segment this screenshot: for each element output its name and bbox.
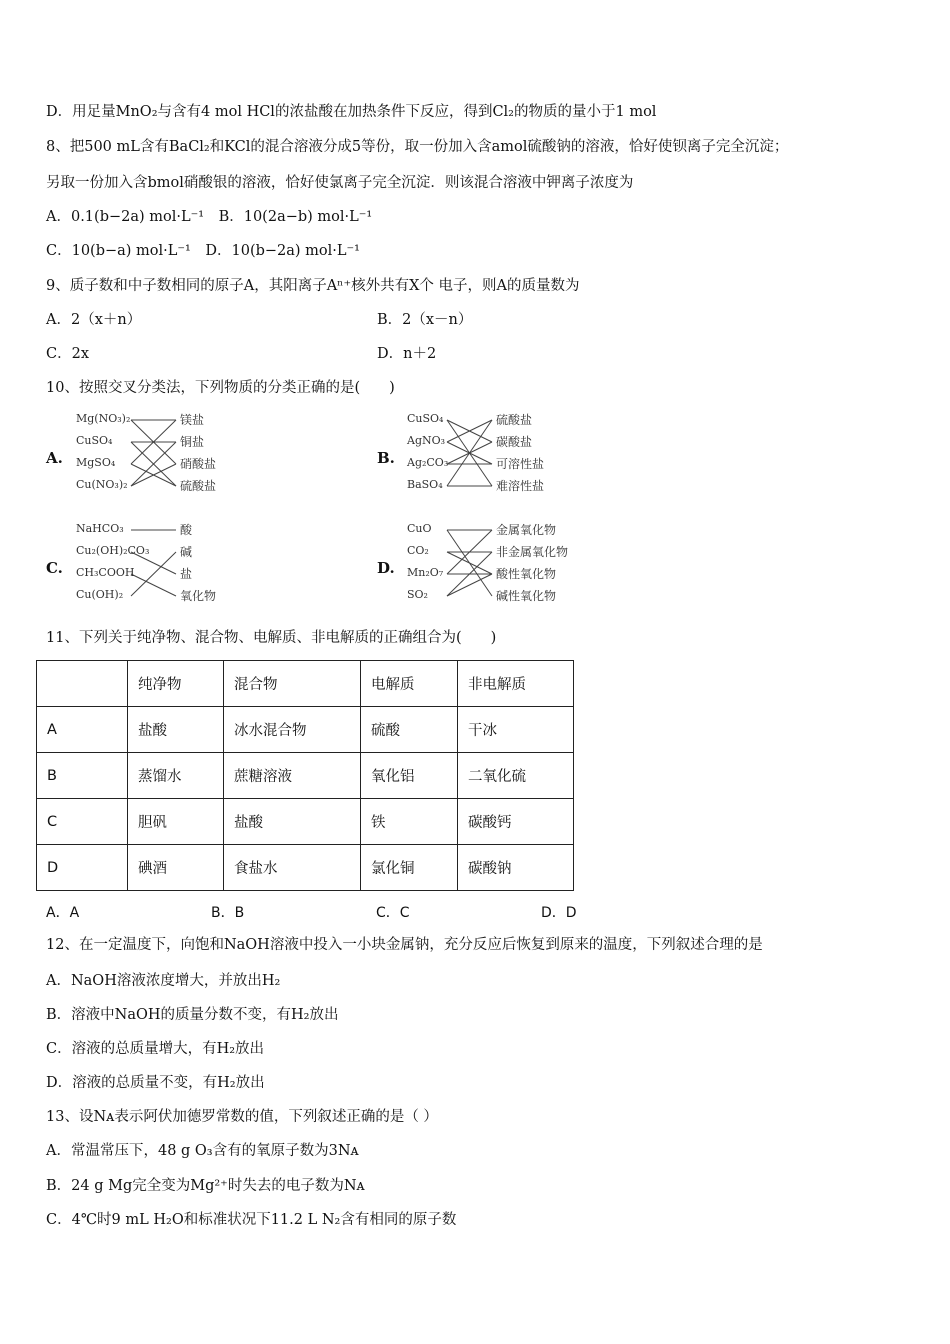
q7-option-d: D．用足量MnO₂与含有4 mol HCl的浓盐酸在加热条件下反应，得到Cl₂的物质的量小于1 mol	[46, 104, 657, 120]
table-cell: 蒸馏水	[128, 753, 224, 799]
q9-option-a: A．2（x＋n）	[46, 312, 142, 328]
diagram-left-item: Mg(NO₃)₂	[76, 412, 131, 425]
table-cell: 盐酸	[128, 707, 224, 753]
q8-options-ab: A．0.1(b−2a) mol·L⁻¹ B．10(2a−b) mol·L⁻¹	[46, 209, 373, 225]
q9-stem: 9、质子数和中子数相同的原子A，其阳离子Aⁿ⁺核外共有X个 电子，则A的质量数为	[46, 278, 580, 294]
diagram-right-item: 硝酸盐	[180, 457, 217, 471]
q10-diagram-b	[377, 408, 677, 503]
diagram-left-item: NaHCO₃	[76, 522, 124, 535]
table-row	[37, 845, 574, 891]
table-cell: 碘酒	[128, 845, 224, 891]
diagram-right-item: 氧化物	[180, 589, 217, 603]
table-cell: 干冰	[458, 707, 574, 753]
q11-stem: 11、下列关于纯净物、混合物、电解质、非电解质的正确组合为( )	[46, 630, 497, 646]
table-cell: 纯净物	[128, 661, 224, 707]
diagram-left-item: CuO	[407, 522, 432, 535]
q12-option-c: C．溶液的总质量增大，有H₂放出	[46, 1041, 265, 1057]
q13-option-b: B．24 g Mg完全变为Mg²⁺时失去的电子数为Nᴀ	[46, 1178, 365, 1194]
table-cell: 二氧化硫	[458, 753, 574, 799]
table-row	[37, 799, 574, 845]
q10-stem: 10、按照交叉分类法，下列物质的分类正确的是( )	[46, 380, 395, 396]
diagram-option-label: B.	[377, 449, 395, 467]
diagram-right-item: 金属氧化物	[496, 523, 557, 537]
table-cell: C	[37, 799, 128, 845]
table-cell: 铁	[361, 799, 458, 845]
diagram-left-item: SO₂	[407, 588, 428, 601]
diagram-right-item: 盐	[180, 567, 193, 581]
diagram-right-item: 硫酸盐	[496, 413, 533, 427]
table-cell: 碳酸钙	[458, 799, 574, 845]
table-header-row	[37, 661, 574, 707]
q9-option-b: B．2（x－n）	[377, 312, 473, 328]
diagram-link	[447, 552, 492, 574]
table-cell: 胆矾	[128, 799, 224, 845]
diagram-option-label: D.	[377, 559, 395, 577]
diagram-right-item: 碱	[180, 545, 193, 559]
q12-option-b: B．溶液中NaOH的质量分数不变，有H₂放出	[46, 1007, 339, 1023]
q8-stem-1: 8、把500 mL含有BaCl₂和KCl的混合溶液分成5等份，取一份加入含amol硫酸钠的溶液，恰好使钡离子完全沉淀；	[46, 139, 789, 155]
q10-diagram-d	[377, 518, 677, 613]
diagram-left-item: Cu(NO₃)₂	[76, 478, 128, 491]
diagram-left-item: CuSO₄	[407, 412, 444, 425]
diagram-link	[131, 574, 176, 596]
diagram-left-item: CuSO₄	[76, 434, 113, 447]
diagram-right-item: 非金属氧化物	[496, 545, 569, 559]
diagram-left-item: Cu₂(OH)₂CO₃	[76, 544, 150, 557]
diagram-left-item: Mn₂O₇	[407, 566, 444, 579]
table-cell: 非电解质	[458, 661, 574, 707]
diagram-right-item: 碳酸盐	[496, 435, 533, 449]
diagram-left-item: AgNO₃	[407, 434, 446, 447]
q11-option-a: A．A	[46, 905, 80, 921]
diagram-link	[131, 552, 176, 596]
diagram-left-item: BaSO₄	[407, 478, 443, 491]
q12-stem: 12、在一定温度下，向饱和NaOH溶液中投入一小块金属钠，充分反应后恢复到原来的温度，下列叙述合理的是	[46, 937, 763, 953]
q13-option-a: A．常温常压下，48 g O₃含有的氧原子数为3Nᴀ	[46, 1143, 359, 1159]
q9-option-d: D．n＋2	[377, 346, 437, 362]
q13-option-c: C．4℃时9 mL H₂O和标准状况下11.2 L N₂含有相同的原子数	[46, 1212, 457, 1228]
table-cell: D	[37, 845, 128, 891]
q10-diagram-c	[46, 518, 346, 613]
diagram-right-item: 硫酸盐	[180, 479, 217, 493]
diagram-link	[447, 574, 492, 596]
q11-option-b: B．B	[211, 905, 245, 921]
diagram-option-label: A.	[46, 449, 63, 467]
diagram-right-item: 铜盐	[180, 435, 205, 449]
table-cell: 蔗糖溶液	[224, 753, 361, 799]
table-cell: 混合物	[224, 661, 361, 707]
q11-table	[36, 660, 574, 891]
table-cell: 盐酸	[224, 799, 361, 845]
diagram-right-item: 酸	[180, 523, 193, 537]
q12-option-a: A．NaOH溶液浓度增大，并放出H₂	[46, 973, 281, 989]
q12-option-d: D．溶液的总质量不变，有H₂放出	[46, 1075, 265, 1091]
diagram-left-item: Ag₂CO₃	[407, 456, 449, 469]
table-cell: B	[37, 753, 128, 799]
diagram-left-item: MgSO₄	[76, 456, 116, 469]
table-row	[37, 753, 574, 799]
diagram-left-item: Cu(OH)₂	[76, 588, 124, 601]
table-cell: 碳酸钠	[458, 845, 574, 891]
q8-options-cd: C．10(b−a) mol·L⁻¹ D．10(b−2a) mol·L⁻¹	[46, 243, 360, 259]
table-cell: 食盐水	[224, 845, 361, 891]
q13-stem: 13、设Nᴀ表示阿伏加德罗常数的值，下列叙述正确的是（ ）	[46, 1109, 438, 1125]
q11-option-d: D．D	[541, 905, 577, 921]
q10-diagram-a	[46, 408, 346, 503]
table-cell: 硫酸	[361, 707, 458, 753]
diagram-left-item: CO₂	[407, 544, 429, 557]
q11-option-c: C．C	[376, 905, 410, 921]
table-row	[37, 707, 574, 753]
diagram-right-item: 镁盐	[180, 413, 205, 427]
table-cell: 冰水混合物	[224, 707, 361, 753]
diagram-right-item: 可溶性盐	[496, 457, 545, 471]
diagram-right-item: 碱性氧化物	[496, 589, 557, 603]
table-cell	[37, 661, 128, 707]
diagram-left-item: CH₃COOH	[76, 566, 135, 579]
table-cell: A	[37, 707, 128, 753]
diagram-right-item: 难溶性盐	[496, 479, 545, 493]
q8-stem-2: 另取一份加入含bmol硝酸银的溶液，恰好使氯离子完全沉淀．则该混合溶液中钾离子浓度为	[46, 175, 634, 191]
q9-option-c: C．2x	[46, 346, 89, 362]
table-cell: 电解质	[361, 661, 458, 707]
diagram-right-item: 酸性氧化物	[496, 567, 557, 581]
table-cell: 氧化铝	[361, 753, 458, 799]
diagram-option-label: C.	[46, 559, 63, 577]
table-cell: 氯化铜	[361, 845, 458, 891]
